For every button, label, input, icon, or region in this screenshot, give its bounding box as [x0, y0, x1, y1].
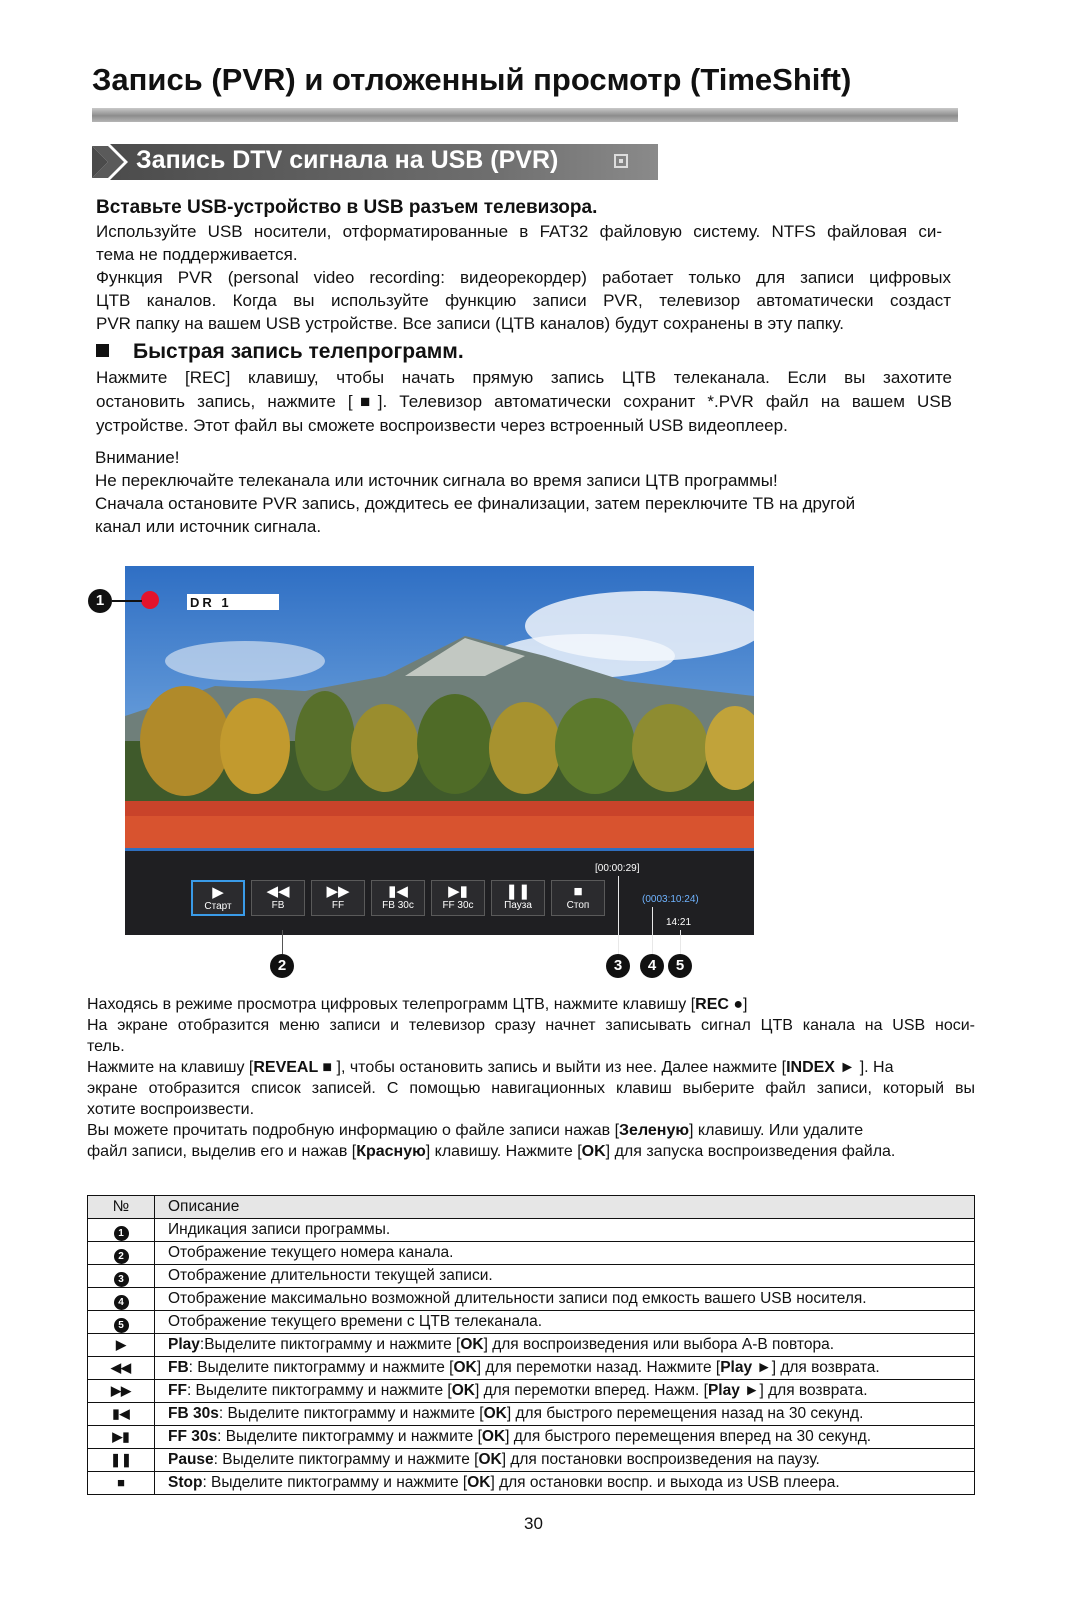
description-table: [87, 1195, 975, 1495]
stop-icon: ■: [117, 1475, 125, 1490]
usage-line: файл записи, выделив его и нажав [Красную] клавишу. Нажмите [OK] для запуска воспроизведения файла.: [87, 1143, 896, 1160]
callout-2: 2: [270, 954, 294, 978]
play-icon: ▶: [212, 884, 224, 901]
callout-3: 3: [606, 954, 630, 978]
number-badge-1: 1: [114, 1226, 129, 1241]
table-row: [88, 1288, 975, 1311]
skip-forward-icon: ▶▮: [448, 883, 468, 900]
stop-button[interactable]: [551, 880, 605, 916]
skip-forward-button[interactable]: [431, 880, 485, 916]
number-badge-4: 4: [114, 1295, 129, 1310]
square-bullet-icon: [96, 344, 109, 357]
control-label: FB 30c: [382, 900, 414, 911]
insert-line: PVR папку на вашем USB устройстве. Все записи (ЦТВ каналов) будут сохранены в эту папку.: [96, 314, 844, 333]
fast-forward-icon: ▶▶: [111, 1383, 131, 1398]
insert-line: тема не поддерживается.: [96, 245, 298, 264]
pause-button[interactable]: [491, 880, 545, 916]
callout-4: 4: [640, 954, 664, 978]
warning-line: Не переключайте телеканала или источник сигнала во время записи ЦТВ программы!: [95, 471, 778, 490]
quick-record-heading: [96, 340, 464, 364]
quick-line: устройстве. Этот файл вы сможете воспроизвести через встроенный USB видеоплеер.: [96, 416, 788, 435]
callout-1: 1: [88, 589, 112, 613]
skip-back-button[interactable]: [371, 880, 425, 916]
fast-forward-icon: ▶▶: [326, 883, 350, 900]
table-row: [88, 1380, 975, 1403]
row-description: Pause: Выделите пиктограмму и нажмите [OK] для постановки воспроизведения на паузу.: [155, 1449, 975, 1472]
callout-line: [680, 930, 681, 954]
usb-box-icon: [614, 154, 628, 168]
table-row: [88, 1242, 975, 1265]
table-row: [88, 1426, 975, 1449]
channel-logo: DR 1: [190, 595, 232, 610]
usage-line: экране отобразится список записей. С помощью навигационных клавиш выберите файл записи, который вы: [87, 1080, 975, 1097]
usage-line: Находясь в режиме просмотра цифровых телепрограмм ЦТВ, нажмите клавишу [REC ●]: [87, 996, 748, 1013]
row-description: FB 30s: Выделите пиктограмму и нажмите [OK] для быстрого перемещения назад на 30 секунд.: [155, 1403, 975, 1426]
callout-line: [282, 930, 283, 954]
column-header-number: №: [88, 1196, 155, 1219]
callout-line: [112, 600, 142, 602]
fast-forward-button[interactable]: [311, 880, 365, 916]
row-description: Отображение максимально возможной длительности записи под емкость вашего USB носителя.: [155, 1288, 975, 1311]
control-label: FF: [331, 900, 345, 911]
number-badge-3: 3: [114, 1272, 129, 1287]
insert-usb-heading: Вставьте USB-устройство в USB разъем телевизора.: [96, 197, 598, 218]
row-description: FF 30s: Выделите пиктограмму и нажмите [OK] для быстрого перемещения вперед на 30 секунд.: [155, 1426, 975, 1449]
pause-icon: ❚❚: [110, 1452, 132, 1467]
rewind-icon: ◀◀: [266, 883, 290, 900]
row-description: Индикация записи программы.: [155, 1219, 975, 1242]
row-description: Отображение текущего времени с ЦТВ телеканала.: [155, 1311, 975, 1334]
control-label: Старт: [204, 901, 232, 912]
table-row: [88, 1472, 975, 1495]
usage-line: Вы можете прочитать подробную информацию о файле записи нажав [Зеленую] клавишу. Или удалите: [87, 1122, 864, 1139]
usage-line: На экране отобразится меню записи и телевизор сразу начнет записывать сигнал ЦТВ канала на USB носи-: [87, 1017, 975, 1034]
number-badge-5: 5: [114, 1318, 129, 1333]
quick-line: Нажмите [REC] клавишу, чтобы начать прямую запись ЦТВ телеканала. Если вы захотите: [96, 368, 952, 387]
record-time-readout: [00:00:29]: [595, 863, 640, 874]
chevron-right-icon: [90, 144, 136, 180]
control-label: FF 30c: [442, 900, 474, 911]
usage-line: хотите воспроизвести.: [87, 1101, 255, 1118]
warning-title: Внимание!: [95, 448, 180, 467]
table-row: [88, 1265, 975, 1288]
table-row: [88, 1311, 975, 1334]
skip-back-icon: ▮◀: [112, 1406, 130, 1421]
callout-5: 5: [668, 954, 692, 978]
callout-line: [652, 907, 653, 954]
row-description: Отображение длительности текущей записи.: [155, 1265, 975, 1288]
row-description: Play:Выделите пиктограмму и нажмите [OK] для воспроизведения или выбора A-B повтора.: [155, 1334, 975, 1357]
play-button[interactable]: [191, 880, 245, 916]
record-indicator-dot: [141, 591, 159, 609]
insert-line: Функция PVR (personal video recording: видеорекордер) работает только для записи цифровых: [96, 268, 951, 287]
usage-line: Нажмите на клавишу [REVEAL ■ ], чтобы остановить запись и выйти из нее. Далее нажмите [INDEX ► ]. На: [87, 1059, 894, 1076]
control-label: FB: [271, 900, 285, 911]
title-underline-bar: [92, 108, 958, 122]
table-row: [88, 1219, 975, 1242]
table-row: [88, 1449, 975, 1472]
skip-forward-icon: ▶▮: [112, 1429, 130, 1444]
control-label: Пауза: [504, 900, 532, 911]
quick-record-heading-text: Быстрая запись телепрограмм.: [133, 340, 464, 363]
column-header-description: Описание: [155, 1196, 975, 1219]
rewind-button[interactable]: [251, 880, 305, 916]
insert-line: Используйте USB носители, отформатированные в FAT32 файловую систему. NTFS файловая си-: [96, 222, 942, 241]
number-badge-2: 2: [114, 1249, 129, 1264]
table-row: [88, 1357, 975, 1380]
table-row: [88, 1403, 975, 1426]
page-number: 30: [524, 1514, 543, 1533]
row-description: FB: Выделите пиктограмму и нажмите [OK] для перемотки назад. Нажмите [Play ►] для возврата.: [155, 1357, 975, 1380]
quick-line: остановить запись, нажмите [■]. Телевизор автоматически сохранит *.PVR файл на вашем USB: [96, 392, 952, 411]
stop-icon: ■: [573, 883, 583, 900]
control-label: Стоп: [566, 900, 590, 911]
insert-line: ЦТВ каналов. Когда вы используйте функцию записи PVR, телевизор автоматически создаст: [96, 291, 951, 310]
pause-icon: ❚❚: [505, 883, 531, 900]
skip-back-icon: ▮◀: [388, 883, 408, 900]
warning-line: Сначала остановите PVR запись, дождитесь ее финализации, затем переключите ТВ на другой: [95, 494, 856, 513]
row-description: Отображение текущего номера канала.: [155, 1242, 975, 1265]
max-record-time-readout: (0003:10:24): [642, 894, 699, 905]
callout-line: [618, 876, 619, 954]
table-row: [88, 1334, 975, 1357]
rewind-icon: ◀◀: [111, 1360, 131, 1375]
page-title: Запись (PVR) и отложенный просмотр (TimeShift): [92, 62, 852, 97]
usage-line: тель.: [87, 1038, 125, 1055]
row-description: Stop: Выделите пиктограмму и нажмите [OK] для остановки воспр. и выхода из USB плеера.: [155, 1472, 975, 1495]
warning-line: канал или источник сигнала.: [95, 517, 322, 536]
section-title: Запись DTV сигнала на USB (PVR): [136, 146, 559, 174]
clock-readout: 14:21: [666, 917, 692, 928]
row-description: FF: Выделите пиктограмму и нажмите [OK] для перемотки вперед. Нажм. [Play ►] для возврата.: [155, 1380, 975, 1403]
play-icon: ▶: [116, 1337, 126, 1352]
table-header-row: [88, 1196, 975, 1219]
